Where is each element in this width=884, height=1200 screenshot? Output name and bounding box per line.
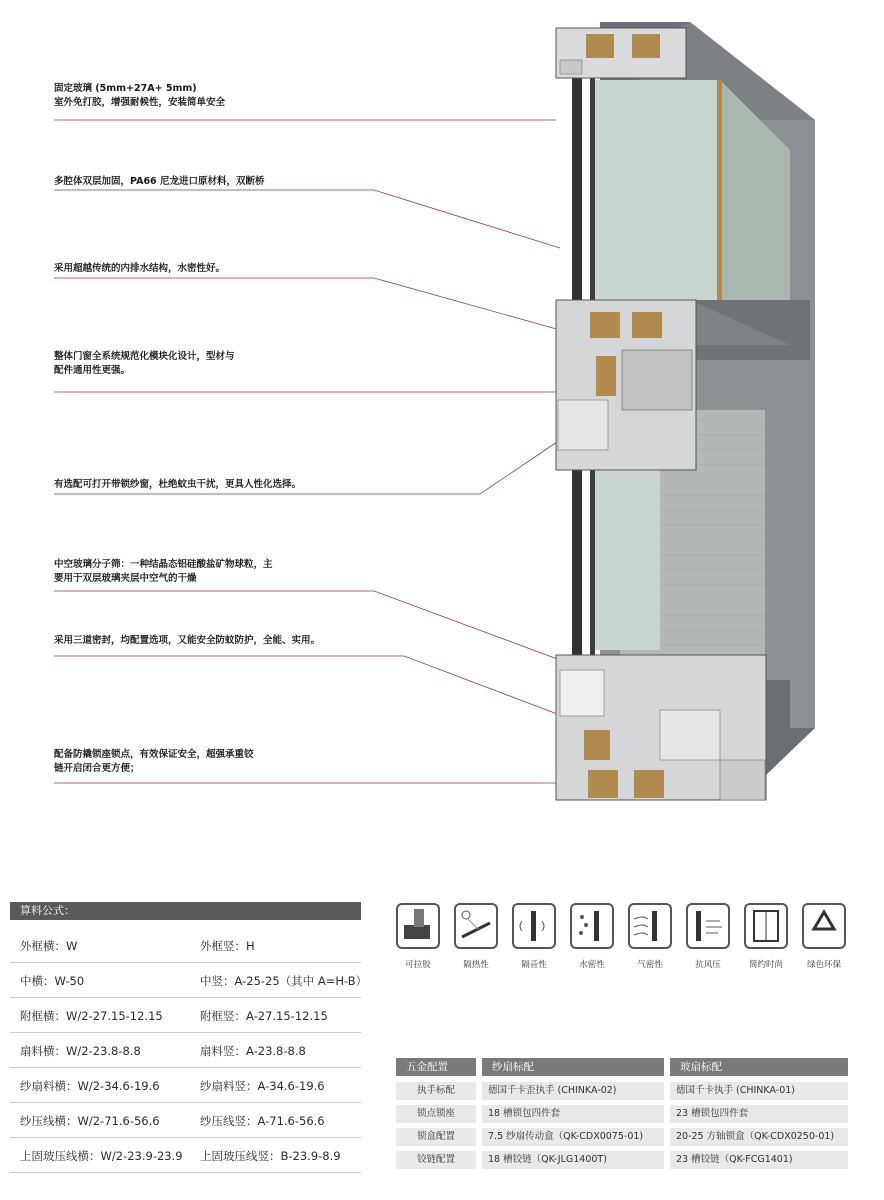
hardware-header: 玻扇标配 bbox=[670, 1058, 848, 1076]
hardware-cell: 18 槽铰链（QK-JLG1400T) bbox=[482, 1151, 664, 1169]
hardware-cell: 德国千卡执手 (CHINKA-01) bbox=[670, 1082, 848, 1100]
icon-label: 绿色环保 bbox=[806, 960, 841, 970]
formula-row: 上固玻压线横：W/2-23.9-23.9 上固玻压线竖：B-23.9-8.9 bbox=[10, 1138, 361, 1173]
icon-label: 可拉胶 bbox=[405, 960, 431, 970]
icon-label: 水密性 bbox=[579, 960, 605, 970]
feature-fixed-glass: 固定玻璃 (5mm+27A+ 5mm) 室外免打胶，增强耐候性，安装简单安全 bbox=[54, 83, 226, 108]
hardware-cell: 锁点锁座 bbox=[396, 1105, 476, 1123]
feature-multi-cavity: 多腔体双层加固，PA66 尼龙进口原材料，双断桥 bbox=[54, 176, 265, 187]
hardware-cell: 德国千卡歪执手 (CHINKA-02) bbox=[482, 1082, 664, 1100]
formula-row: 扇料横：W/2-23.8-8.8 扇料竖：A-23.8-8.8 bbox=[10, 1033, 361, 1068]
icon-label: 抗风压 bbox=[695, 960, 721, 970]
formula-row: 中横：W-50 中竖：A-25-25（其中 A=H-B） bbox=[10, 963, 361, 998]
hardware-cell: 执手标配 bbox=[396, 1082, 476, 1100]
air-tightness-icon bbox=[628, 903, 672, 949]
icon-label: 隔音性 bbox=[521, 960, 547, 970]
hardware-header: 五金配置 bbox=[396, 1058, 476, 1076]
leader-lines bbox=[54, 120, 560, 783]
icon-label: 气密性 bbox=[637, 960, 663, 970]
formula-row: 外框横：W 外框竖：H bbox=[10, 928, 361, 963]
feature-drainage: 采用超越传统的内排水结构，水密性好。 bbox=[54, 263, 226, 274]
icon-label: 隔热性 bbox=[463, 960, 489, 970]
hardware-cell: 20-25 方轴锁盒（QK-CDX0250-01) bbox=[670, 1128, 848, 1146]
feature-triple-seal: 采用三道密封，均配置选项，又能安全防蚊防护，全能、实用。 bbox=[54, 635, 321, 646]
hardware-cell: 18 槽锁包四件套 bbox=[482, 1105, 664, 1123]
heat-insulation-icon bbox=[454, 903, 498, 949]
hardware-cell: 23 槽铰链（QK-FCG1401) bbox=[670, 1151, 848, 1169]
formula-title: 算料公式： bbox=[10, 902, 361, 920]
feature-modular-design: 整体门窗全系统规范化模块化设计，型材与 配件通用性更强。 bbox=[54, 351, 235, 376]
simple-elegant-icon bbox=[744, 903, 788, 949]
icon-label: 简约时尚 bbox=[748, 960, 783, 970]
wind-pressure-icon bbox=[686, 903, 730, 949]
feature-molecular-sieve: 中空玻璃分子筛：一种结晶态铝硅酸盐矿物球粒，主 要用于双层玻璃夹层中空气的干燥 bbox=[54, 559, 273, 584]
hardware-cell: 7.5 纱扇传动盒（QK-CDX0075-01) bbox=[482, 1128, 664, 1146]
hardware-cell: 铰链配置 bbox=[396, 1151, 476, 1169]
hardware-header: 纱扇标配 bbox=[482, 1058, 664, 1076]
formula-row: 纱扇料横：W/2-34.6-19.6 纱扇料竖：A-34.6-19.6 bbox=[10, 1068, 361, 1103]
formula-row: 附框横：W/2-27.15-12.15 附框竖：A-27.15-12.15 bbox=[10, 998, 361, 1033]
hardware-cell: 23 槽锁包四件套 bbox=[670, 1105, 848, 1123]
feature-anti-pry-lock: 配备防撬锁座锁点，有效保证安全，超强承重铰 链开启闭合更方便； bbox=[54, 749, 254, 774]
recycle-icon bbox=[802, 903, 846, 949]
push-pull-icon bbox=[396, 903, 440, 949]
water-tightness-icon bbox=[570, 903, 614, 949]
sound-insulation-icon bbox=[512, 903, 556, 949]
feature-screen-window: 有选配可打开带锁纱窗，杜绝蚊虫干扰，更具人性化选择。 bbox=[54, 479, 302, 490]
hardware-cell: 锁盒配置 bbox=[396, 1128, 476, 1146]
formula-row: 纱压线横：W/2-71.6-56.6 纱压线竖：A-71.6-56.6 bbox=[10, 1103, 361, 1138]
